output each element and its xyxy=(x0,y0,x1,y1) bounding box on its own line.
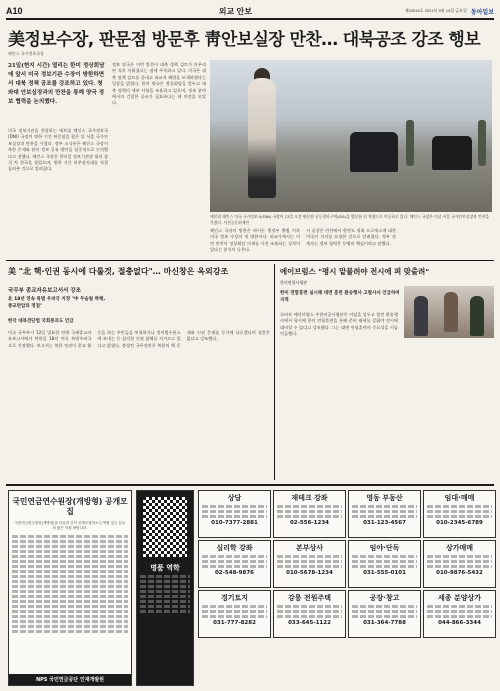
classified-ad xyxy=(273,540,346,588)
classified-ad-phone: 02-556-1234 xyxy=(289,520,329,526)
classified-ad-title: 세종 분양상가 xyxy=(437,594,481,602)
classified-ad xyxy=(348,540,421,588)
column-divider xyxy=(274,264,275,480)
classified-ad xyxy=(198,590,271,638)
main-lead: 21일(현지 시간) 열리는 한미 정상회담에 앞서 미국 정보기관 수장이 방한하면서 대북 정책 공조를 강조하고 있다. 청와대 안보실장과의 만찬을 통해 양국 정보 협력을 논의했다. xyxy=(8,63,105,105)
main-byline: 헤인스 국가정보국장 xyxy=(8,51,44,56)
pension-ad-title: 국민연금연수원장(개방형) 공개모집 xyxy=(12,497,128,516)
main-body-col2: 정보 당국은 이번 방문이 대북 정책 검토가 마무리된 직후 이뤄졌다는 점에 주목하고 있다. 미국은 대북 정책 검토를 끝내고 외교적 해법을 모색하겠다는 입장을 밝혔다. 한미 양국은 정상회담을 앞두고 대북 정책의 세부 사항을 조율하고 있으며, 정보 분야에서의 긴밀한 공조가 필요하다는 데 의견을 모았다. xyxy=(112,62,206,106)
classified-ad-title: 경기토지 xyxy=(220,594,249,602)
classified-ad xyxy=(198,540,271,588)
classified-ad-phone: 010-7377-2881 xyxy=(211,520,258,526)
classified-ad xyxy=(423,540,496,588)
classified-ad-title: 영동 부동산 xyxy=(366,494,403,502)
classified-ad-phone: 031-777-8282 xyxy=(213,620,256,626)
pension-ad-footer: NPS 국민연금공단 인재개발원 xyxy=(9,674,131,685)
classified-ad xyxy=(348,590,421,638)
third-body: 로버트 에이브럼스 주한미군사령관은 이임을 앞두고 열린 환송행사에서 평시에 한미 연합훈련을 통해 준비 태세를 갖춰야 전시에 대비할 수 있다고 강조했다. 그는 대면 연합훈련의 중요성을 거듭 언급했다. xyxy=(280,312,398,337)
mid-ad-pattern xyxy=(143,497,187,557)
section-title: 외교 안보 xyxy=(218,6,252,16)
second-deck: 北 18년 연속 특별 우려국 지정 "中 무슬림 박해, 종교탄압의 정점" xyxy=(8,297,106,309)
classified-ad-title: 상담 xyxy=(227,494,242,502)
pension-ad-intro: 국민연금연수원장(개방형)을 다음과 같이 공개모집하오니 역량 있는 분들의 많은 지원 바랍니다. xyxy=(14,521,126,530)
classified-ad-phone: 010-2345-6789 xyxy=(436,520,483,526)
second-kicker: 국무부 종교자유보고서서 강조 xyxy=(8,288,81,294)
newspaper-brand: 동아일보 xyxy=(470,9,494,16)
classified-ad xyxy=(348,490,421,538)
main-body-col1: 미국 정보기관을 총괄하는 애브릴 헤인스 국가정보국(DNI) 국장이 방한 기간 판문점을 찾은 뒤 서훈 국가안보실장과 만찬을 가졌다. 정부 소식통은 헤인스 국장이 북한 문제와 한미 정보 공유 방안을 집중적으로 논의했다고 전했다. 헤인스 국장은 한미일 정보기관장 회의 참석 차 한국을 찾았으며, 방한 기간 비무장지대를 직접 둘러본 것으로 알려졌다. xyxy=(8,128,108,172)
main-body-col4: 서 실장은 만찬에서 한반도 평화 프로세스에 대한 미국의 지지를 요청한 것으로 알려졌다. 정부 관계자는 정보 협력은 동맹의 핵심이라고 말했다. xyxy=(306,228,396,246)
classified-ad-phone: 031-555-0101 xyxy=(363,570,406,576)
classified-ad-title: 본부상사 xyxy=(295,544,324,552)
classified-ad xyxy=(273,590,346,638)
divider xyxy=(6,260,494,261)
page-header xyxy=(6,4,494,20)
classified-ad xyxy=(198,490,271,538)
third-photo xyxy=(404,286,494,338)
classified-ad-title: 공장·창고 xyxy=(369,594,400,602)
classified-ad-phone: 010-9876-5432 xyxy=(436,570,483,576)
classified-ad xyxy=(273,490,346,538)
second-deck2: 한국 대북전단법 국회통과도 언급 xyxy=(8,319,74,324)
main-body-col3: 헤인스 국장의 방한은 바이든 행정부 출범 이후 미국 정보 수장의 첫 방한이다. 외교가에서는 이번 만찬이 정상회담 의제를 사전 조율하는 성격이 있다는 분석이 나온다. xyxy=(210,228,300,253)
second-body: 미국 국무부가 12일 발표한 연례 국제종교자유보고서에서 북한을 18년 연속 특별우려국으로 지정했다. 보고서는 북한 정권이 종교 활동을 하는 주민들을 처형하거나 정치범수용소에 보내는 등 심각한 인권 침해를 저지르고 있다고 밝혔다. 블링컨 국무장관은 북한의 핵 문제와 인권 문제를 동시에 다루겠다며 절충은 없다고 강조했다. xyxy=(8,330,270,348)
classified-ad xyxy=(423,590,496,638)
classified-ad-phone: 031-364-7788 xyxy=(363,620,406,626)
main-photo xyxy=(210,60,492,212)
classified-ad-phone: 010-5678-1234 xyxy=(286,570,333,576)
classified-ad-title: 강릉 전원주택 xyxy=(287,594,331,602)
mid-ad-title: 명품 역학 xyxy=(150,564,180,572)
ad-divider xyxy=(6,484,494,486)
classified-ad-title: 임대·매매 xyxy=(444,494,475,502)
second-headline: 美 "北 핵·인권 동시에 다룰것, 절충없다"… 마신창은 옥외강조 xyxy=(8,267,229,276)
classified-ad-title: 심리학 강좌 xyxy=(216,544,253,552)
classified-ad-phone: 033-645-1122 xyxy=(288,620,331,626)
mid-ad xyxy=(136,490,194,686)
third-kicker: 한미연합사령관 xyxy=(280,280,308,285)
third-deck: 한미 연합훈련 실시해 대면 훈련 환송행사 고별사서 언급하며 지적 xyxy=(280,291,400,303)
classified-ad-phone: 031-123-4567 xyxy=(363,520,406,526)
classified-ad-title: 임야·단독 xyxy=(369,544,400,552)
main-photo-caption: 애브릴 헤인스 미국 국가정보국(DNI) 국장이 13일 오전 판문점 공동경비구역(JSA)을 방문한 뒤 차량으로 이동하고 있다. 헤인스 국장은 이날 서훈 국가안보실장과 만찬을 가졌다. 사진공동취재단 xyxy=(210,214,490,225)
pension-ad xyxy=(8,490,132,686)
issue-meta: 제33515호 2021년 5월 14일 금요일 xyxy=(404,8,467,13)
classified-ad-title: 상가매매 xyxy=(445,544,474,552)
third-headline: 에이브럼스 "평시 맡물려야 전시에 펴 맞출려" xyxy=(280,267,430,276)
classified-ad-title: 재테크 강좌 xyxy=(291,494,328,502)
main-headline: 美정보수장, 판문점 방문후 靑안보실장 만찬… 대북공조 강조 행보 xyxy=(8,30,481,50)
pension-ad-table xyxy=(9,535,131,633)
page-number: A10 xyxy=(6,6,23,16)
classified-ad-phone: 044-866-3344 xyxy=(438,620,481,626)
classified-ad-phone: 02-548-9876 xyxy=(214,570,254,576)
classified-ad xyxy=(423,490,496,538)
